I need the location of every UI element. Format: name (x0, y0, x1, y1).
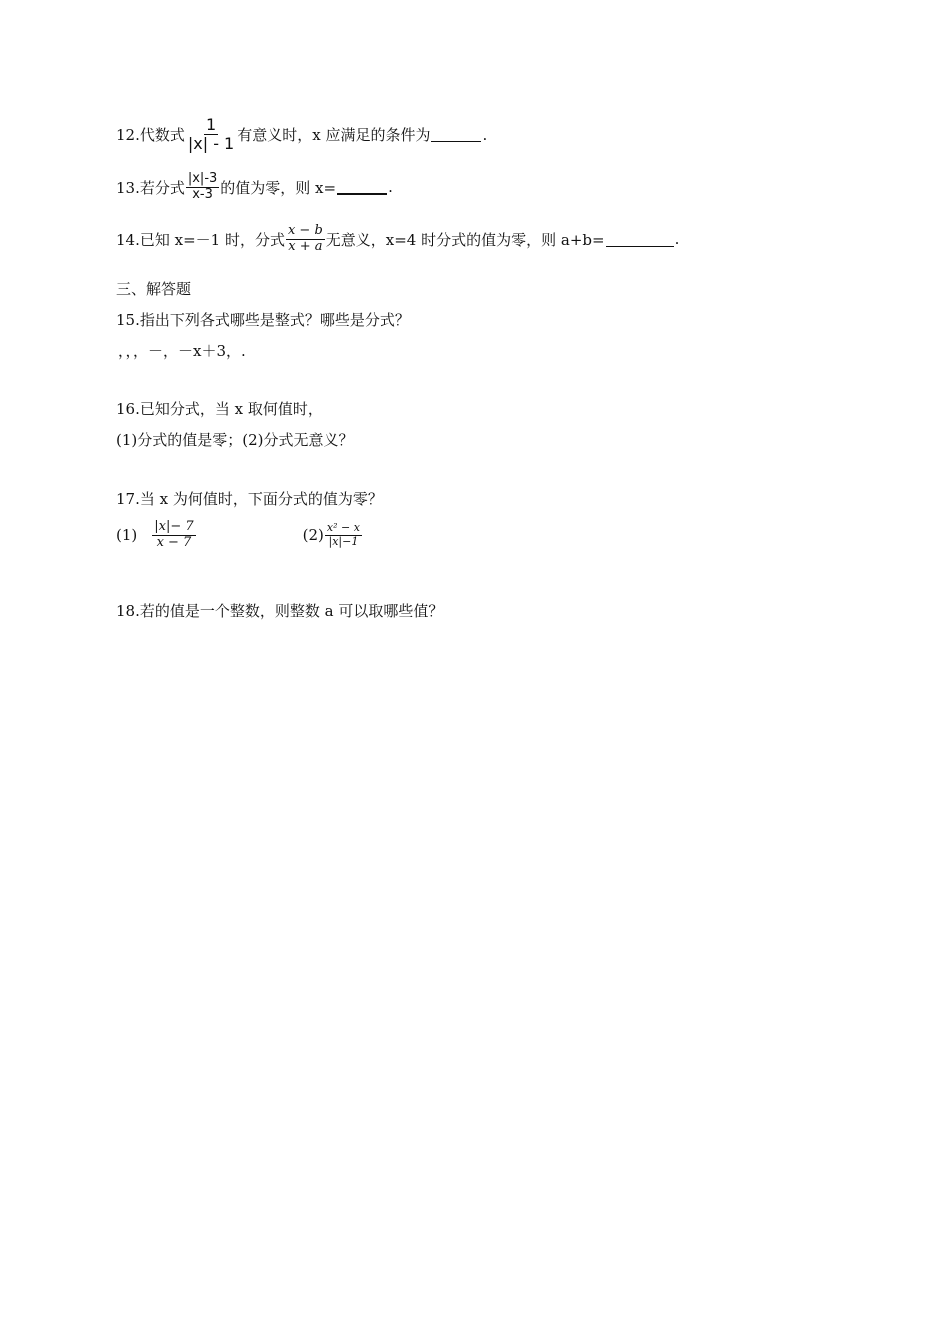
q17-text: 17.当 x 为何值时，下面分式的值为零？ (116, 490, 383, 508)
q17-part2-numerator: x² − x (326, 521, 360, 535)
q17-part1-numerator: |x|− 7 (154, 519, 194, 534)
q13-answer-blank[interactable] (337, 179, 387, 195)
question-16-parts (116, 429, 354, 450)
q12-numerator: 1 (205, 115, 217, 134)
q14-numerator: x − b (287, 223, 323, 238)
q12-answer-blank[interactable] (431, 127, 481, 142)
q13-fraction (186, 172, 219, 203)
q12-end: . (482, 125, 488, 144)
question-18 (116, 600, 443, 621)
q14-suffix: 无意义，x=4 时分式的值为零，则 a+b= (325, 230, 605, 249)
q14-fraction (286, 224, 325, 255)
q13-suffix: 的值为零，则 x= (220, 178, 337, 197)
q17-part2-label: (2) (302, 526, 324, 545)
q15-text: 15.指出下列各式哪些是整式？哪些是分式？ (116, 311, 410, 329)
q14-denominator: x + a (288, 238, 323, 254)
section-heading (116, 278, 191, 299)
q13-numerator: |x|-3 (187, 171, 218, 186)
question-15 (116, 309, 410, 330)
question-17-parts (116, 520, 363, 551)
question-17 (116, 488, 383, 509)
q17-part2-denominator: |x|−1 (328, 534, 359, 548)
question-13 (116, 172, 393, 203)
q17-part1-fraction (152, 520, 195, 551)
q12-prefix: 12.代数式 (116, 126, 185, 145)
q17-part1-denominator: x − 7 (156, 534, 192, 550)
q17-part1-label: (1) (116, 526, 138, 545)
q18-text: 18.若的值是一个整数，则整数 a 可以取哪些值？ (116, 602, 444, 620)
section-3-title: 三、解答题 (116, 280, 192, 298)
question-16 (116, 398, 323, 419)
question-15-expressions (118, 340, 246, 361)
q16-text: 16.已知分式，当 x 取何值时， (116, 400, 323, 418)
q13-prefix: 13.若分式 (116, 178, 185, 197)
question-12 (116, 116, 487, 154)
q12-suffix: 有意义时，x 应满足的条件为 (237, 126, 431, 145)
q14-prefix: 14.已知 x=－1 时，分式 (116, 230, 285, 249)
q17-part2-fraction (325, 522, 362, 548)
q14-end: . (674, 230, 680, 249)
q12-denominator: |x| - 1 (187, 134, 235, 154)
q13-end: . (388, 178, 393, 197)
q12-fraction (186, 116, 236, 154)
q16-line2: (1)分式的值是零；(2)分式无意义？ (116, 431, 354, 449)
q15-line2: ，，，－，－x＋3，. (118, 342, 246, 360)
question-14 (116, 224, 679, 255)
q14-answer-blank[interactable] (606, 232, 674, 247)
q13-denominator: x-3 (192, 186, 213, 202)
